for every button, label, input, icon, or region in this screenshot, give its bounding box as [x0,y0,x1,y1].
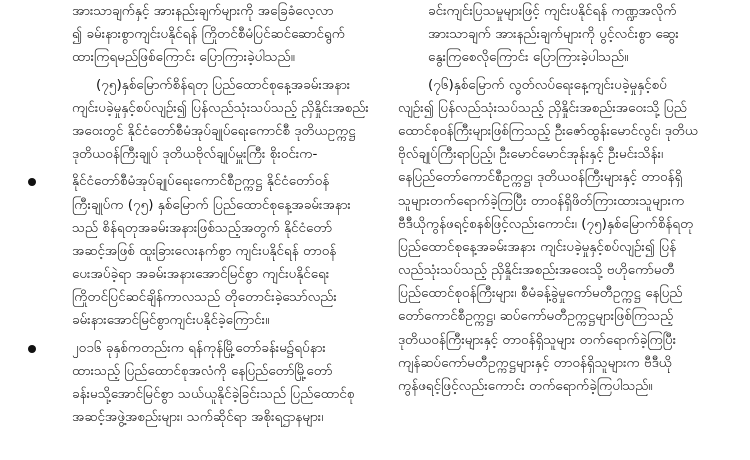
text-line: အဆင့်အဖြစ် ထူးခြားလေးနက်စွာ ကျင်းပနိုင်ရန် တာဝန် [72,242,337,259]
text-line: ဗီဒီယိုကွန်ဖရင့်စနစ်ဖြင့်လည်းကောင်း၊ (၇၅)နှစ်မြောက်စိန်ရတု [398,215,694,232]
bullet-item-1 [22,170,374,332]
text-line: (၇၅)နှစ်မြောက်စိန်ရတု ပြည်ထောင်စုနေ့အခမ်းအနား [96,76,351,93]
text-line: အားသာချက် အားနည်းချက်များကို ပွင့်လင်းစွာ ဆွေး [428,26,679,43]
text-line: သည် စိန်ရတုအခမ်းအနားဖြစ်သည့်အတွက် နိုင်ငံတော် [72,219,333,236]
text-line: ခန်းမသို့အောင်မြင်စွာ သယ်ယူနိုင်ခဲ့ခြင်းသည် ပြည်ထောင်စု [72,386,355,402]
text-line: ပြည်ထောင်စုနေ့အခမ်းအနား ကျင်းပခဲ့မှုနှင့်စပ်လျဉ်း၍ ပြန် [398,238,677,255]
text-line: ထားကြရမည်ဖြစ်ကြောင်း ပြောကြားခဲ့ပါသည်။ [72,49,295,66]
text-line: ကျင်းပခဲ့မှုနှင့်စပ်လျဉ်း၍ ပြန်လည်သုံးသပ်သည့် ညှိနှိုင်းအစည်း [72,99,369,116]
text-line: ကြိုတင်ပြင်ဆင်ချိန်ကာလသည် တိုတောင်းခဲ့သော်လည်း [72,289,337,306]
right-intro-paragraph [398,0,738,70]
text-line: ခင်းကျင်းပြသမှုများဖြင့် ကျင်းပနိုင်ရန် ကဏ္ဍအလိုက် [428,3,677,19]
text-line: လျဉ်း၍ ပြန်လည်သုံးသပ်သည့် ညှိနှိုင်းအစည်းအဝေးသို့ ပြည် [398,99,687,116]
text-line: ပြည်ထောင်စုဝန်ကြီးများ၊ စီမံခန့်ခွဲမှုကော်မတီဥက္ကဋ္ဌ နေပြည် [398,285,683,302]
bullet-text: ၂၀၁၆ ခုနှစ်ကတည်းက ရန်ကုန်မြို့တော်ခန်းမ၌ရပ်နား [72,339,326,356]
left-column [22,0,374,429]
text-line: ကျန်ဆပ်ကော်မတီဥက္ကဋ္ဌများနှင့် တာဝန်ရှိသူများက ဗီဒီယို [398,354,672,371]
bullet-item-2 [22,337,374,430]
text-line: အားသာချက်နှင့် အားနည်းချက်များကို အခြေခံလေ့လာ [72,3,334,19]
text-line: ဒုတိယဝန်ကြီးချုပ် ဒုတိယဗိုလ်ချုပ်မှူးကြီး စိုးဝင်းက- [72,146,318,163]
text-line: အဆင့်အဖွဲ့အစည်းများ၊ သက်ဆိုင်ရာ အစိုးရဌာနများ၊ [72,409,324,426]
text-line: နေပြည်တော်ကောင်စီဥက္ကဋ္ဌ၊ ဒုတိယဝန်ကြီးများနှင့် တာဝန်ရှိ [398,169,683,186]
text-line: အဝေးတွင် နိုင်ငံတော်စီမံအုပ်ချုပ်ရေးကောင်စီ ဒုတိယဥက္ကဋ္ဌ [72,122,356,139]
text-line: ၍ ခမ်းနားစွာကျင်းပနိုင်ရန် ကြိုတင်စီမံပြင်ဆင်ဆောင်ရွက် [72,26,345,43]
bullet-icon [28,178,36,186]
right-column [398,0,738,398]
text-line: (၇၆)နှစ်မြောက် လွတ်လပ်ရေးနေ့ကျင်းပခဲ့မှုနှင့်စပ် [428,76,667,93]
text-line [22,170,374,193]
text-line [22,337,374,360]
text-line: ပေးအပ်ခဲ့ရာ အခမ်းအနားအောင်မြင်စွာ ကျင်းပနိုင်ရေး [72,266,330,283]
text-line: တော်ကောင်စီဥက္ကဋ္ဌ၊ ဆပ်ကော်မတီဥက္ကဋ္ဌများဖြစ်ကြသည့် [398,308,674,325]
text-line: ဒုတိယဝန်ကြီးများနှင့် တာဝန်ရှိသူများ တက်ရောက်ခဲ့ကြပြီး [398,331,677,348]
text-line: သူများတက်ရောက်ခဲ့ကြပြီး တာဝန်ရှိဖိတ်ကြားထားသူများက [398,192,685,209]
text-line: ခမ်းနားအောင်မြင်စွာကျင်းပနိုင်ခဲ့ကြောင်း။ [72,312,270,329]
right-paragraph-2 [398,74,738,399]
bullet-icon [28,345,36,353]
bullet-text: နိုင်ငံတော်စီမံအုပ်ချုပ်ရေးကောင်စီဥက္ကဋ္ဌ နိုင်ငံတော်ဝန် [72,173,330,190]
text-line: ကွန်ဖရင့်ဖြင့်လည်းကောင်း တက်ရောက်ခဲ့ကြပါသည်။ [398,378,653,394]
left-intro-paragraph [22,0,374,70]
text-line: ထောင်စုဝန်ကြီးများဖြစ်ကြသည့် ဦးဇော်ထွန်းမောင်လွင်၊ ဒုတိယ [398,122,698,139]
text-line: ဗိုလ်ချုပ်ကြီးရာပြည့်၊ ဦးမောင်မောင်အုန်းနှင့် ဦးမင်းသိန်း၊ [398,146,664,163]
text-line: ကြီးချုပ်က (၇၅) နှစ်မြောက် ပြည်ထောင်စုနေ့အခမ်းအနား [72,196,351,213]
text-line: ထားသည့် ပြည်ထောင်စုအလံကို နေပြည်တော်မြို့တော် [72,362,333,379]
left-paragraph-2 [22,74,374,167]
text-line: နွေးကြစေလိုကြောင်း ပြောကြားခဲ့ပါသည်။ [428,49,629,66]
text-line: လည်သုံးသပ်သည့် ညှိနှိုင်းအစည်းအဝေးသို့ ဗဟိုကော်မတီ [398,262,675,279]
